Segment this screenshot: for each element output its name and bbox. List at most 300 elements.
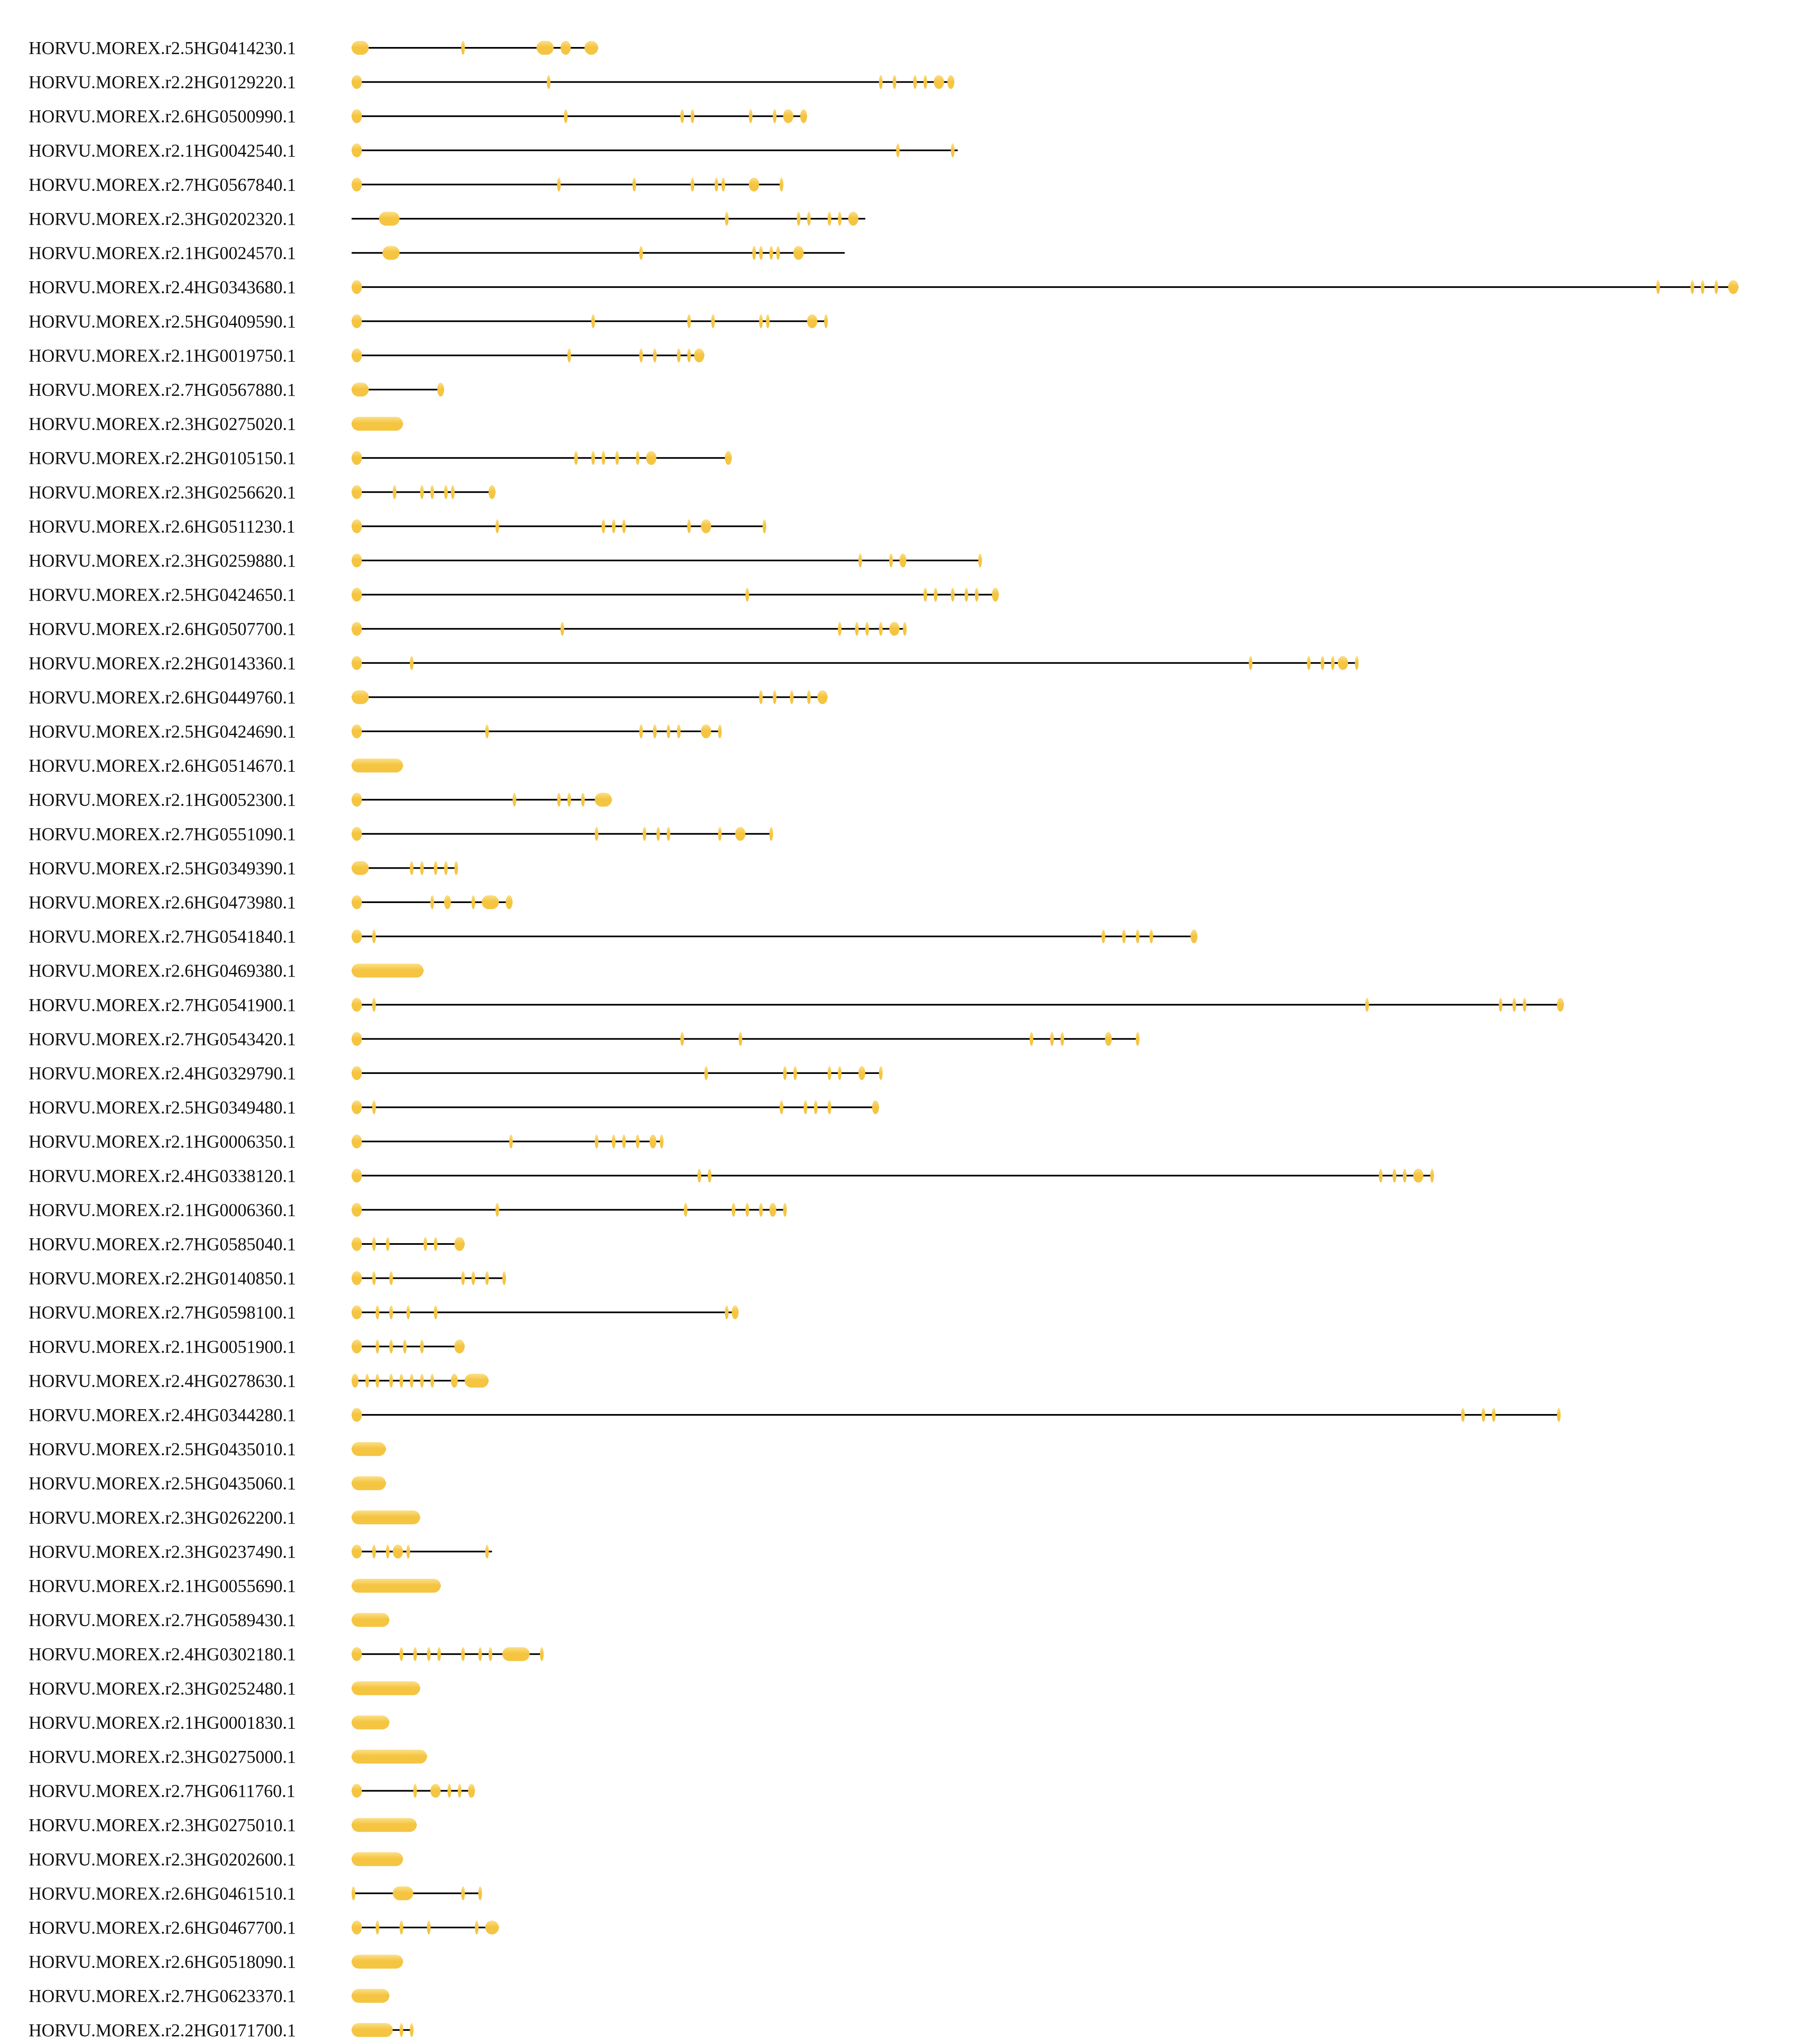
exon-block <box>471 1271 475 1285</box>
exon-block <box>855 622 859 636</box>
exon-block <box>865 622 869 636</box>
exon-block <box>372 930 376 944</box>
exon-block <box>913 75 917 89</box>
exon-block <box>403 1340 407 1354</box>
exon-block <box>718 827 722 841</box>
exon-block <box>591 314 595 328</box>
exon-block <box>639 724 643 738</box>
gene-label: HORVU.MOREX.r2.7HG0589430.1 <box>29 1610 296 1630</box>
gene-label: HORVU.MOREX.r2.3HG0237490.1 <box>29 1542 296 1562</box>
exon-block <box>427 1647 431 1661</box>
exon-block <box>1557 1408 1561 1422</box>
exon-block <box>496 519 499 533</box>
exon-block <box>759 246 763 260</box>
exon-block <box>763 519 766 533</box>
gene-label: HORVU.MOREX.r2.7HG0585040.1 <box>29 1234 296 1254</box>
gene-label: HORVU.MOREX.r2.6HG0467700.1 <box>29 1918 296 1938</box>
exon-block <box>352 1511 420 1524</box>
exon-block <box>386 1544 390 1558</box>
exon-block <box>715 177 718 191</box>
gene-row <box>29 277 1738 297</box>
exon-block <box>352 383 369 397</box>
exon-block <box>951 143 955 157</box>
gene-label: HORVU.MOREX.r2.6HG0518090.1 <box>29 1952 296 1972</box>
exon-block <box>691 177 694 191</box>
exon-block <box>1149 930 1153 944</box>
exon-block <box>807 314 817 328</box>
gene-row <box>29 1542 492 1562</box>
exon-block <box>352 827 362 841</box>
exon-block <box>769 827 773 841</box>
exon-block <box>1122 930 1126 944</box>
exon-block <box>468 1784 475 1798</box>
exon-block <box>489 1647 492 1661</box>
gene-row <box>29 1610 389 1630</box>
exon-block <box>738 1032 742 1046</box>
exon-block <box>797 212 801 226</box>
exon-block <box>1338 656 1348 670</box>
exon-block <box>595 827 599 841</box>
exon-block <box>1191 930 1198 944</box>
exon-block <box>568 348 571 362</box>
exon-block <box>352 1886 355 1900</box>
exon-block <box>352 1921 362 1934</box>
exon-block <box>1105 1032 1112 1046</box>
gene-row <box>29 1679 420 1699</box>
exon-block <box>889 622 900 636</box>
exon-block <box>399 1647 403 1661</box>
exon-block <box>352 143 362 157</box>
exon-block <box>352 622 362 636</box>
exon-block <box>513 793 516 807</box>
exon-block <box>389 1271 393 1285</box>
gene-row <box>29 1269 506 1289</box>
exon-block <box>431 1784 441 1798</box>
gene-row <box>29 209 865 229</box>
exon-block <box>691 109 694 123</box>
exon-block <box>448 1784 451 1798</box>
exon-block <box>745 1203 749 1217</box>
exon-block <box>413 1647 417 1661</box>
exon-block <box>1413 1169 1423 1183</box>
exon-block <box>1379 1169 1383 1183</box>
exon-block <box>444 485 448 499</box>
exon-block <box>752 246 756 260</box>
exon-block <box>585 41 599 55</box>
exon-block <box>701 519 711 533</box>
exon-block <box>646 451 656 465</box>
exon-block <box>352 1340 362 1354</box>
exon-block <box>420 861 424 875</box>
exon-block <box>399 1921 403 1934</box>
exon-block <box>889 554 893 567</box>
exon-block <box>420 485 424 499</box>
exon-block <box>352 656 362 670</box>
gene-row <box>29 1302 738 1322</box>
exon-block <box>434 1237 437 1251</box>
exon-block <box>352 519 362 533</box>
exon-block <box>547 75 550 89</box>
gene-label: HORVU.MOREX.r2.2HG0143360.1 <box>29 653 296 673</box>
exon-block <box>828 1066 831 1080</box>
gene-row <box>29 1644 544 1664</box>
gene-row <box>29 619 906 639</box>
exon-block <box>595 793 612 807</box>
exon-block <box>745 588 749 602</box>
gene-row <box>29 1918 499 1938</box>
gene-label: HORVU.MOREX.r2.6HG0449760.1 <box>29 687 296 708</box>
exon-block <box>838 622 841 636</box>
gene-label: HORVU.MOREX.r2.7HG0541840.1 <box>29 926 296 947</box>
exon-block <box>1101 930 1105 944</box>
exon-block <box>454 1237 464 1251</box>
gene-row <box>29 892 513 912</box>
exon-block <box>749 109 753 123</box>
gene-row <box>29 1098 879 1118</box>
gene-row <box>29 1166 1434 1186</box>
gene-label: HORVU.MOREX.r2.2HG0105150.1 <box>29 448 296 468</box>
gene-row <box>29 790 612 810</box>
exon-block <box>434 861 437 875</box>
gene-row <box>29 1405 1561 1425</box>
exon-block <box>352 348 362 362</box>
exon-block <box>352 1955 403 1969</box>
gene-label: HORVU.MOREX.r2.1HG0019750.1 <box>29 345 296 366</box>
exon-block <box>859 1066 866 1080</box>
gene-label: HORVU.MOREX.r2.5HG0435060.1 <box>29 1473 296 1494</box>
gene-label: HORVU.MOREX.r2.3HG0275010.1 <box>29 1815 296 1836</box>
gene-label: HORVU.MOREX.r2.3HG0252480.1 <box>29 1678 296 1699</box>
exon-block <box>352 759 403 773</box>
exon-block <box>804 1100 808 1114</box>
gene-label: HORVU.MOREX.r2.4HG0278630.1 <box>29 1371 296 1391</box>
exon-block <box>557 177 561 191</box>
exon-block <box>783 1066 787 1080</box>
gene-row <box>29 1508 420 1528</box>
exon-block <box>352 1647 362 1661</box>
exon-block <box>372 1237 376 1251</box>
gene-row <box>29 927 1198 947</box>
gene-label: HORVU.MOREX.r2.7HG0611760.1 <box>29 1781 296 1801</box>
gene-label: HORVU.MOREX.r2.5HG0349480.1 <box>29 1097 296 1118</box>
gene-row <box>29 516 766 536</box>
exon-block <box>410 2023 413 2037</box>
gene-label: HORVU.MOREX.r2.2HG0140850.1 <box>29 1268 296 1289</box>
gene-row <box>29 1712 389 1732</box>
exon-block <box>431 1374 434 1387</box>
gene-label: HORVU.MOREX.r2.2HG0171700.1 <box>29 2020 296 2040</box>
exon-block <box>352 1613 389 1627</box>
exon-block <box>434 1305 437 1319</box>
gene-row <box>29 380 444 400</box>
gene-label: HORVU.MOREX.r2.6HG0473980.1 <box>29 892 296 912</box>
gene-row <box>29 482 496 502</box>
exon-block <box>814 1100 818 1114</box>
exon-block <box>424 1237 427 1251</box>
exon-block <box>1701 280 1705 294</box>
gene-label: HORVU.MOREX.r2.3HG0275000.1 <box>29 1747 296 1767</box>
gene-label: HORVU.MOREX.r2.6HG0514670.1 <box>29 755 296 776</box>
exon-block <box>366 1374 369 1387</box>
exon-block <box>352 2023 393 2037</box>
exon-block <box>444 895 451 909</box>
exon-block <box>379 212 399 226</box>
exon-block <box>389 1305 393 1319</box>
exon-block <box>759 1203 763 1217</box>
exon-block <box>413 1784 417 1798</box>
exon-block <box>838 1066 841 1080</box>
exon-block <box>893 75 896 89</box>
exon-block <box>352 1408 362 1422</box>
exon-block <box>793 246 803 260</box>
gene-label: HORVU.MOREX.r2.4HG0338120.1 <box>29 1165 296 1186</box>
gene-label: HORVU.MOREX.r2.5HG0349390.1 <box>29 858 296 879</box>
exon-block <box>352 1476 386 1490</box>
exon-block <box>540 1647 544 1661</box>
gene-row <box>29 72 954 92</box>
exon-block <box>684 1203 687 1217</box>
gene-row <box>29 38 598 58</box>
exon-block <box>437 383 444 397</box>
gene-label: HORVU.MOREX.r2.1HG0042540.1 <box>29 140 296 161</box>
exon-block <box>1061 1032 1064 1046</box>
exon-block <box>1136 1032 1140 1046</box>
gene-row <box>29 1439 386 1459</box>
exon-block <box>485 1921 499 1934</box>
exon-block <box>352 1066 362 1080</box>
exon-block <box>722 177 725 191</box>
exon-block <box>680 109 684 123</box>
exon-block <box>732 1203 736 1217</box>
exon-block <box>639 348 643 362</box>
exon-block <box>879 75 883 89</box>
exon-block <box>978 554 982 567</box>
gene-row <box>29 1200 787 1220</box>
exon-block <box>879 1066 883 1080</box>
exon-block <box>574 451 578 465</box>
exon-block <box>376 1374 379 1387</box>
gene-label: HORVU.MOREX.r2.1HG0006360.1 <box>29 1200 296 1220</box>
exon-block <box>382 246 399 260</box>
exon-block <box>352 177 362 191</box>
exon-block <box>656 827 660 841</box>
exon-block <box>896 143 900 157</box>
exon-block <box>389 1374 393 1387</box>
exon-block <box>568 793 571 807</box>
exon-block <box>667 724 671 738</box>
exon-block <box>372 1544 376 1558</box>
exon-block <box>406 1305 410 1319</box>
exon-block <box>352 1818 417 1832</box>
gene-row <box>29 141 958 161</box>
exon-block <box>581 793 585 807</box>
exon-block <box>461 1886 465 1900</box>
gene-row <box>29 1747 427 1767</box>
gene-row <box>29 1371 489 1391</box>
exon-block <box>437 1647 441 1661</box>
exon-block <box>376 1921 379 1934</box>
exon-block <box>393 485 397 499</box>
genes-layer <box>29 38 1738 2044</box>
exon-block <box>800 109 807 123</box>
gene-label: HORVU.MOREX.r2.2HG0129220.1 <box>29 72 296 92</box>
gene-label: HORVU.MOREX.r2.4HG0329790.1 <box>29 1063 296 1083</box>
exon-block <box>1656 280 1660 294</box>
exon-block <box>900 554 906 567</box>
exon-block <box>622 1134 626 1148</box>
exon-block <box>704 1066 708 1080</box>
exon-block <box>352 554 362 567</box>
exon-block <box>389 1340 393 1354</box>
exon-block <box>759 314 763 328</box>
exon-block <box>352 485 362 499</box>
gene-label: HORVU.MOREX.r2.7HG0567880.1 <box>29 380 296 400</box>
gene-label: HORVU.MOREX.r2.3HG0202600.1 <box>29 1849 296 1869</box>
gene-row <box>29 414 403 434</box>
exon-block <box>828 1100 831 1114</box>
exon-block <box>352 109 362 123</box>
exon-block <box>352 1100 362 1114</box>
gene-label: HORVU.MOREX.r2.3HG0262200.1 <box>29 1507 296 1528</box>
exon-block <box>793 1066 797 1080</box>
exon-block <box>1307 656 1311 670</box>
exon-block <box>352 1203 362 1217</box>
gene-label: HORVU.MOREX.r2.4HG0343680.1 <box>29 277 296 298</box>
exon-block <box>903 622 906 636</box>
gene-row <box>29 756 403 776</box>
exon-block <box>838 212 841 226</box>
exon-block <box>828 212 831 226</box>
exon-block <box>965 588 968 602</box>
exon-block <box>1482 1408 1485 1422</box>
gene-label: HORVU.MOREX.r2.6HG0500990.1 <box>29 106 296 127</box>
gene-row <box>29 687 828 707</box>
exon-block <box>1523 998 1526 1012</box>
gene-row <box>29 243 845 263</box>
exon-block <box>749 177 759 191</box>
exon-block <box>352 930 362 944</box>
exon-block <box>1393 1169 1396 1183</box>
exon-block <box>701 724 711 738</box>
exon-block <box>872 1100 879 1114</box>
exon-block <box>496 1203 499 1217</box>
gene-row <box>29 961 424 981</box>
exon-block <box>879 622 883 636</box>
exon-block <box>1691 280 1694 294</box>
gene-label: HORVU.MOREX.r2.1HG0055690.1 <box>29 1576 296 1596</box>
gene-row <box>29 858 458 878</box>
exon-block <box>622 519 626 533</box>
exon-block <box>352 1305 362 1319</box>
exon-block <box>352 1374 359 1387</box>
exon-block <box>376 1340 379 1354</box>
exon-block <box>924 588 927 602</box>
exon-block <box>992 588 999 602</box>
exon-block <box>1331 656 1335 670</box>
exon-block <box>451 1374 458 1387</box>
exon-block <box>458 1784 462 1798</box>
exon-block <box>478 1886 482 1900</box>
exon-block <box>352 1134 362 1148</box>
exon-block <box>735 827 745 841</box>
exon-block <box>352 1544 362 1558</box>
gene-label: HORVU.MOREX.r2.7HG0541900.1 <box>29 995 296 1015</box>
exon-block <box>352 1442 386 1456</box>
exon-block <box>399 1374 403 1387</box>
exon-block <box>687 348 691 362</box>
exon-block <box>393 1544 403 1558</box>
gene-label: HORVU.MOREX.r2.1HG0006350.1 <box>29 1132 296 1152</box>
exon-block <box>1430 1169 1434 1183</box>
gene-row <box>29 2020 413 2040</box>
exon-block <box>431 485 434 499</box>
gene-label: HORVU.MOREX.r2.7HG0598100.1 <box>29 1302 296 1323</box>
exon-block <box>410 656 413 670</box>
gene-label: HORVU.MOREX.r2.5HG0435010.1 <box>29 1439 296 1459</box>
gene-row <box>29 1029 1140 1049</box>
exon-block <box>934 75 944 89</box>
exon-block <box>352 588 362 602</box>
exon-block <box>591 451 595 465</box>
exon-block <box>773 109 776 123</box>
exon-block <box>636 451 639 465</box>
gene-label: HORVU.MOREX.r2.6HG0461510.1 <box>29 1883 296 1904</box>
exon-block <box>1365 998 1369 1012</box>
exon-block <box>975 588 978 602</box>
gene-label: HORVU.MOREX.r2.3HG0275020.1 <box>29 414 296 434</box>
exon-block <box>1249 656 1252 670</box>
exon-block <box>352 861 369 875</box>
exon-block <box>410 861 413 875</box>
gene-label: HORVU.MOREX.r2.3HG0256620.1 <box>29 482 296 502</box>
gene-label: HORVU.MOREX.r2.6HG0469380.1 <box>29 961 296 981</box>
exon-block <box>1461 1408 1465 1422</box>
exon-block <box>817 690 828 704</box>
gene-label: HORVU.MOREX.r2.7HG0623370.1 <box>29 1986 296 2006</box>
exon-block <box>464 1374 489 1387</box>
exon-block <box>687 519 691 533</box>
gene-label: HORVU.MOREX.r2.5HG0424650.1 <box>29 585 296 605</box>
exon-block <box>454 861 458 875</box>
exon-block <box>352 1750 427 1764</box>
exon-block <box>427 1921 431 1934</box>
exon-block <box>780 1100 783 1114</box>
exon-block <box>406 1544 410 1558</box>
exon-block <box>639 246 643 260</box>
exon-block <box>352 1852 403 1866</box>
exon-block <box>557 793 561 807</box>
exon-block <box>766 314 769 328</box>
gene-row <box>29 722 722 742</box>
exon-block <box>482 895 499 909</box>
gene-label: HORVU.MOREX.r2.4HG0302180.1 <box>29 1644 296 1665</box>
exon-block <box>420 1340 424 1354</box>
exon-block <box>732 1305 739 1319</box>
exon-block <box>643 827 646 841</box>
exon-block <box>615 451 619 465</box>
exon-block <box>376 1305 379 1319</box>
exon-block <box>454 1340 464 1354</box>
exon-block <box>776 246 780 260</box>
gene-label: HORVU.MOREX.r2.7HG0543420.1 <box>29 1029 296 1049</box>
exon-block <box>420 1374 424 1387</box>
exon-block <box>471 895 475 909</box>
exon-block <box>1499 998 1503 1012</box>
exon-block <box>783 1203 787 1217</box>
exon-block <box>783 109 793 123</box>
exon-block <box>1714 280 1718 294</box>
exon-block <box>352 964 424 977</box>
